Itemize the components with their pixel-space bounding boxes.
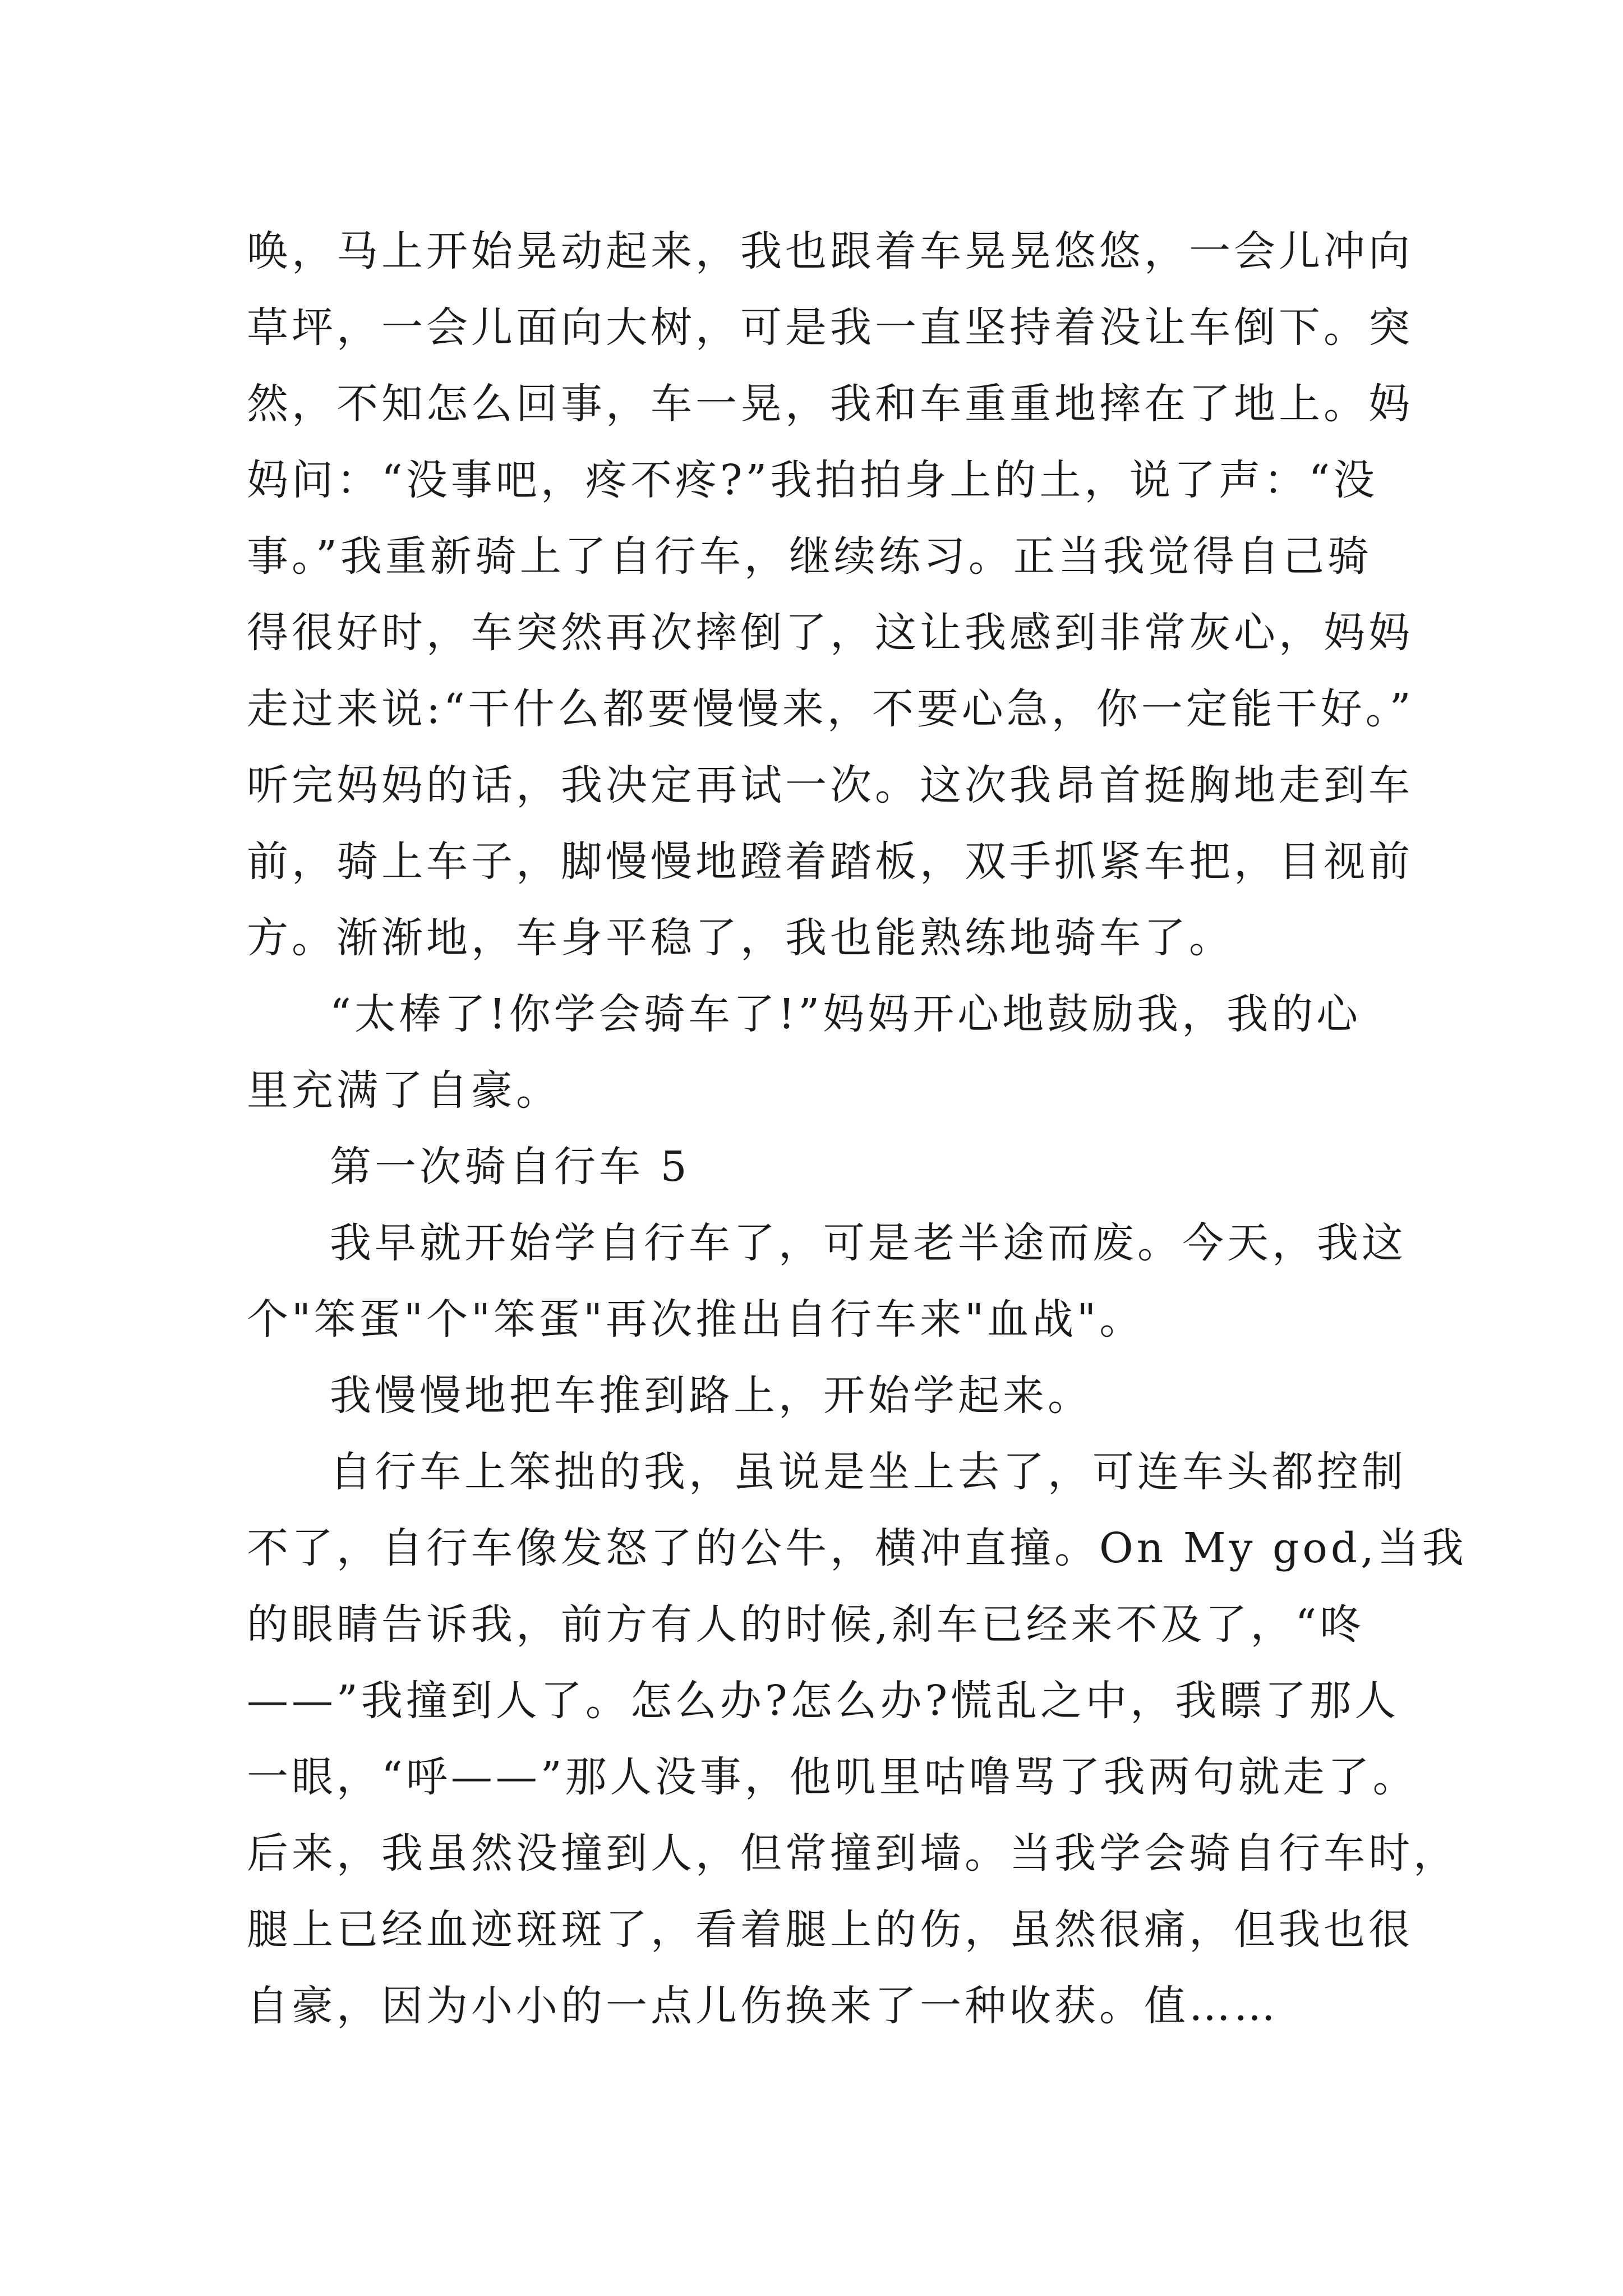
paragraph-start-line: 我慢慢地把车推到路上，开始学起来。 bbox=[330, 1372, 1092, 1420]
document-body bbox=[247, 213, 1467, 2044]
text-line: 走过来说:“干什么都要慢慢来，不要心急，你一定能干好。” bbox=[247, 685, 1414, 733]
text-line: 妈问：“没事吧，疼不疼?”我拍拍身上的土，说了声：“没 bbox=[247, 456, 1378, 504]
text-line: 事。”我重新骑上了自行车，继续练习。正当我觉得自己骑 bbox=[247, 532, 1372, 581]
text-line: ——”我撞到人了。怎么办?怎么办?慌乱之中，我瞟了那人 bbox=[247, 1677, 1400, 1725]
text-line: 唤，马上开始晃动起来，我也跟着车晃晃悠悠，一会儿冲向 bbox=[247, 227, 1413, 275]
text-line: 得很好时，车突然再次摔倒了，这让我感到非常灰心，妈妈 bbox=[247, 609, 1413, 657]
text-line: 的眼睛告诉我，前方有人的时候,刹车已经来不及了，“咚 bbox=[247, 1600, 1365, 1649]
section-heading: 第一次骑自行车 5 bbox=[330, 1143, 690, 1191]
text-line: 后来，我虽然没撞到人，但常撞到墙。当我学会骑自行车时， bbox=[247, 1829, 1458, 1878]
paragraph-start-line: 自行车上笨拙的我，虽说是坐上去了，可连车头都控制 bbox=[330, 1448, 1407, 1496]
text-line: 一眼，“呼——”那人没事，他叽里咕噜骂了我两句就走了。 bbox=[247, 1753, 1418, 1801]
text-line: 腿上已经血迹斑斑了，看着腿上的伤，虽然很痛，但我也很 bbox=[247, 1906, 1413, 1954]
text-line: 方。渐渐地，车身平稳了，我也能熟练地骑车了。 bbox=[247, 914, 1234, 962]
text-line: 前，骑上车子，脚慢慢地蹬着踏板，双手抓紧车把，目视前 bbox=[247, 838, 1413, 886]
text-line: 草坪，一会儿面向大树，可是我一直坚持着没让车倒下。突 bbox=[247, 303, 1413, 352]
text-line: 听完妈妈的话，我决定再试一次。这次我昂首挺胸地走到车 bbox=[247, 761, 1413, 809]
paragraph-start-line: 我早就开始学自行车了，可是老半途而废。今天，我这 bbox=[330, 1219, 1407, 1267]
text-line: 然，不知怎么回事，车一晃，我和车重重地摔在了地上。妈 bbox=[247, 380, 1413, 428]
text-line: 个"笨蛋"个"笨蛋"再次推出自行车来"血战"。 bbox=[247, 1295, 1145, 1343]
text-line: 自豪，因为小小的一点儿伤换来了一种收获。值…… bbox=[247, 1982, 1279, 2030]
text-line: 不了，自行车像发怒了的公牛，横冲直撞。On My god,当我 bbox=[247, 1524, 1467, 1572]
text-line: 里充满了自豪。 bbox=[247, 1066, 561, 1115]
paragraph-start-line: “太棒了!你学会骑车了!”妈妈开心地鼓励我，我的心 bbox=[330, 990, 1362, 1038]
